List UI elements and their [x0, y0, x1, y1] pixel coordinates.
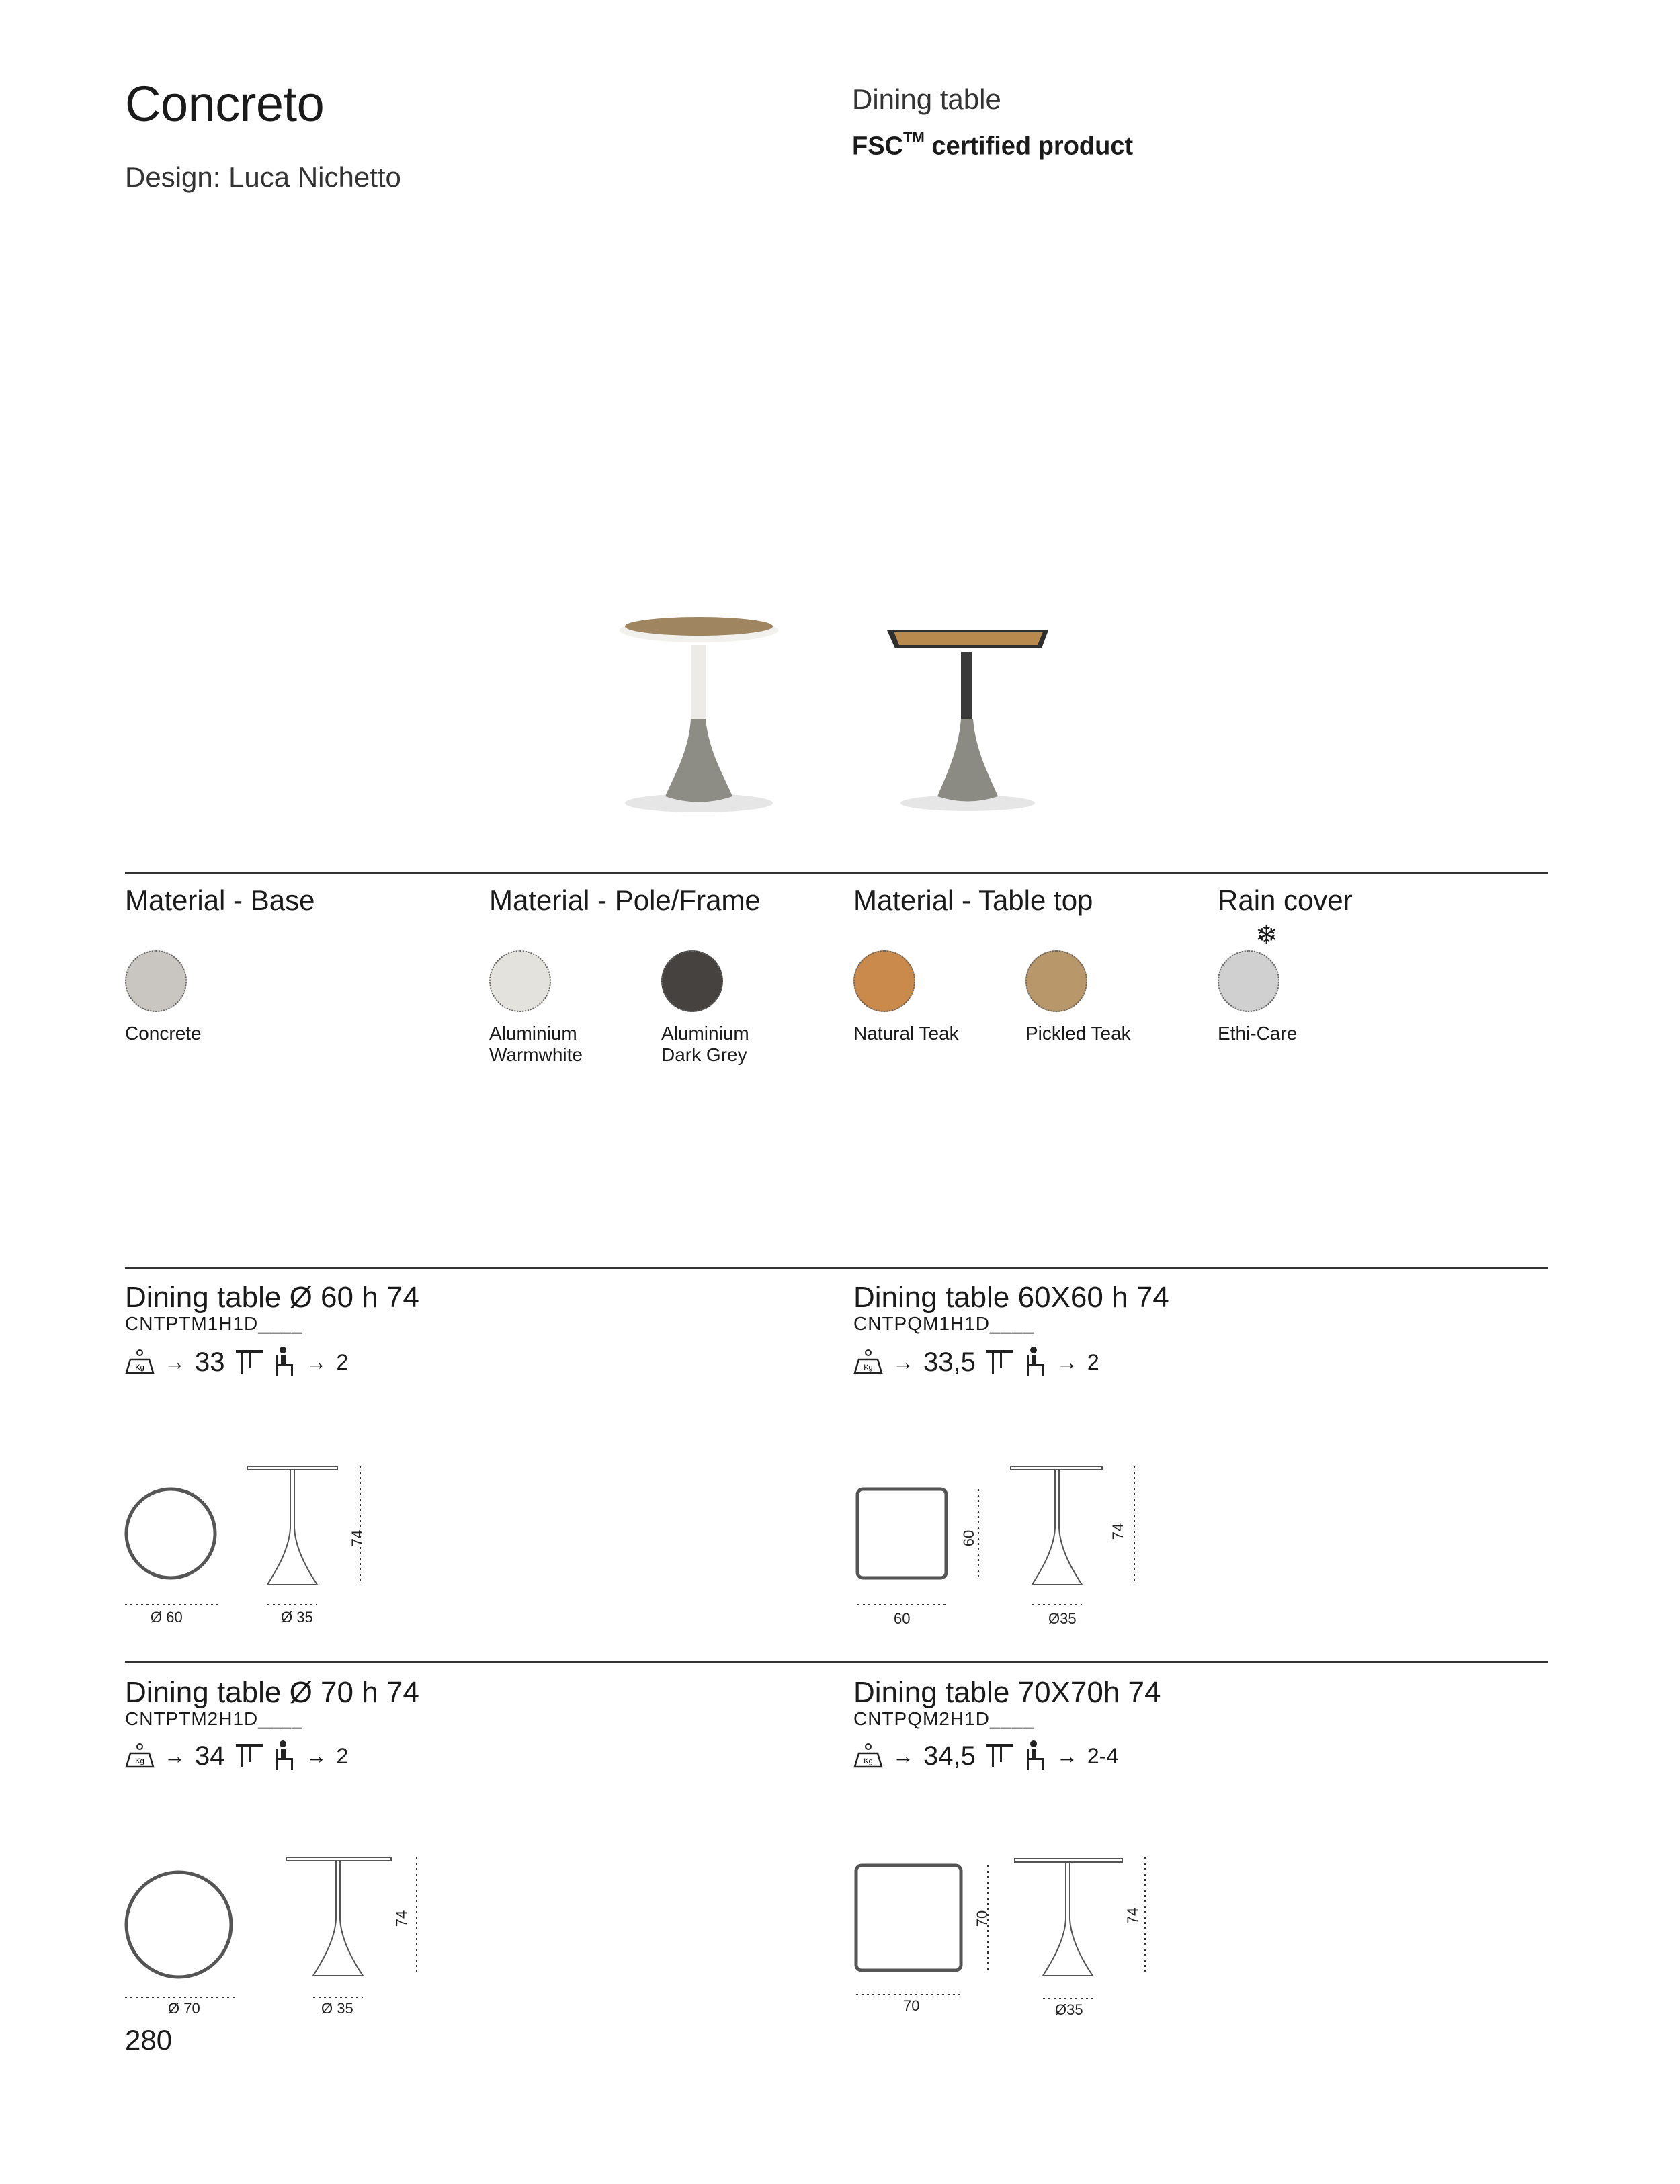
table-icon — [985, 1349, 1015, 1376]
swatch-label: Natural Teak — [853, 1023, 959, 1044]
dim-top: Ø 70 — [168, 2000, 200, 2017]
weight-value: 33,5 — [923, 1347, 976, 1377]
seats-value: 2-4 — [1087, 1743, 1119, 1768]
drawing-round-70 — [121, 1849, 430, 2024]
dim-top-width: 70 — [903, 1997, 920, 2014]
dim-height: 74 — [1109, 1523, 1127, 1540]
svg-text:Kg: Kg — [864, 1363, 873, 1372]
swatch-label: Concrete — [125, 1023, 202, 1044]
product-code-2: CNTPQM1H1D____ — [853, 1313, 1035, 1334]
spec-row-2 — [853, 1347, 1099, 1378]
drawing-square-60 — [849, 1458, 1159, 1633]
svg-text:Kg: Kg — [864, 1757, 873, 1765]
dim-top: Ø 60 — [151, 1609, 183, 1626]
weight-icon — [853, 1742, 883, 1769]
swatch-label-line: Warmwhite — [489, 1044, 583, 1065]
product-title-3: Dining table Ø 70 h 74 — [125, 1676, 419, 1709]
spec-row-4 — [853, 1740, 1118, 1771]
person-seat-icon — [274, 1740, 296, 1771]
weight-icon — [125, 1742, 155, 1769]
dim-base: Ø35 — [1048, 1610, 1077, 1627]
swatch-label-line: Aluminium — [661, 1023, 749, 1044]
divider — [125, 1661, 1548, 1663]
seats-value: 2 — [1087, 1349, 1099, 1374]
product-photo — [578, 551, 1129, 820]
arrow-icon: → — [892, 1349, 914, 1374]
table-icon — [235, 1349, 264, 1376]
dim-base: Ø 35 — [321, 2000, 353, 2017]
seats-value: 2 — [336, 1349, 349, 1374]
rain-cover-heading: Rain cover — [1218, 884, 1353, 916]
fsc-label: FSC — [852, 132, 903, 161]
page-number: 280 — [125, 2024, 173, 2056]
material-base-heading: Material - Base — [125, 884, 315, 916]
svg-text:Kg: Kg — [135, 1363, 144, 1372]
arrow-icon: → — [164, 1743, 185, 1768]
square-table-photo — [887, 630, 1048, 811]
swatch-pickled-teak — [1025, 950, 1087, 1012]
product-title-2: Dining table 60X60 h 74 — [853, 1281, 1169, 1314]
weight-icon — [853, 1349, 883, 1376]
product-title: Concreto — [125, 76, 325, 132]
weight-value: 34,5 — [923, 1740, 976, 1771]
dim-height: 74 — [1124, 1907, 1142, 1925]
swatch-label — [661, 1023, 749, 1066]
product-code-3: CNTPTM2H1D____ — [125, 1708, 303, 1729]
swatch-ethi-care — [1218, 950, 1279, 1012]
fsc-tm: TM — [903, 129, 925, 146]
seats-value: 2 — [336, 1743, 349, 1768]
weight-value: 34 — [195, 1740, 225, 1771]
product-category: Dining table — [852, 83, 1001, 115]
person-seat-icon — [274, 1347, 296, 1378]
swatch-aluminium-dark-grey — [661, 950, 723, 1012]
table-icon — [985, 1742, 1015, 1769]
dim-base: Ø35 — [1055, 2001, 1083, 2018]
round-table-photo — [620, 617, 778, 812]
swatch-concrete — [125, 950, 187, 1012]
product-title-1: Dining table Ø 60 h 74 — [125, 1281, 419, 1314]
swatch-label-line: Aluminium — [489, 1023, 577, 1044]
drawing-square-70 — [849, 1849, 1165, 2024]
fsc-certification — [852, 129, 1134, 161]
arrow-icon: → — [1056, 1743, 1078, 1768]
person-seat-icon — [1024, 1740, 1047, 1771]
weight-value: 33 — [195, 1347, 225, 1377]
product-code-4: CNTPQM2H1D____ — [853, 1708, 1035, 1729]
material-pole-heading: Material - Pole/Frame — [489, 884, 761, 916]
arrow-icon: → — [1056, 1349, 1078, 1374]
dim-height: 74 — [349, 1529, 366, 1547]
fsc-suffix: certified product — [924, 132, 1134, 161]
arrow-icon: → — [164, 1349, 185, 1374]
swatch-label-line: Dark Grey — [661, 1044, 747, 1065]
dim-top-width: 60 — [894, 1610, 911, 1627]
arrow-icon: → — [305, 1349, 327, 1374]
swatch-aluminium-warmwhite — [489, 950, 551, 1012]
weight-icon — [125, 1349, 155, 1376]
material-top-heading: Material - Table top — [853, 884, 1093, 916]
dim-height: 74 — [393, 1910, 411, 1927]
divider — [125, 872, 1548, 874]
table-icon — [235, 1742, 264, 1769]
arrow-icon: → — [892, 1743, 914, 1768]
designer-credit: Design: Luca Nichetto — [125, 161, 401, 193]
spec-row-3 — [125, 1740, 348, 1771]
product-code-1: CNTPTM1H1D____ — [125, 1313, 303, 1334]
svg-text:Kg: Kg — [135, 1757, 144, 1765]
dim-top-depth: 60 — [960, 1529, 978, 1547]
swatch-label — [489, 1023, 583, 1066]
spec-row-1 — [125, 1347, 348, 1378]
snowflake-icon: ❄ — [1255, 921, 1278, 950]
swatch-natural-teak — [853, 950, 915, 1012]
divider — [125, 1267, 1548, 1269]
person-seat-icon — [1024, 1347, 1047, 1378]
product-title-4: Dining table 70X70h 74 — [853, 1676, 1161, 1709]
dim-base: Ø 35 — [281, 1609, 313, 1626]
swatch-label: Pickled Teak — [1025, 1023, 1131, 1044]
swatch-label: Ethi-Care — [1218, 1023, 1298, 1044]
arrow-icon: → — [305, 1743, 327, 1768]
dim-top-depth: 70 — [974, 1910, 991, 1927]
